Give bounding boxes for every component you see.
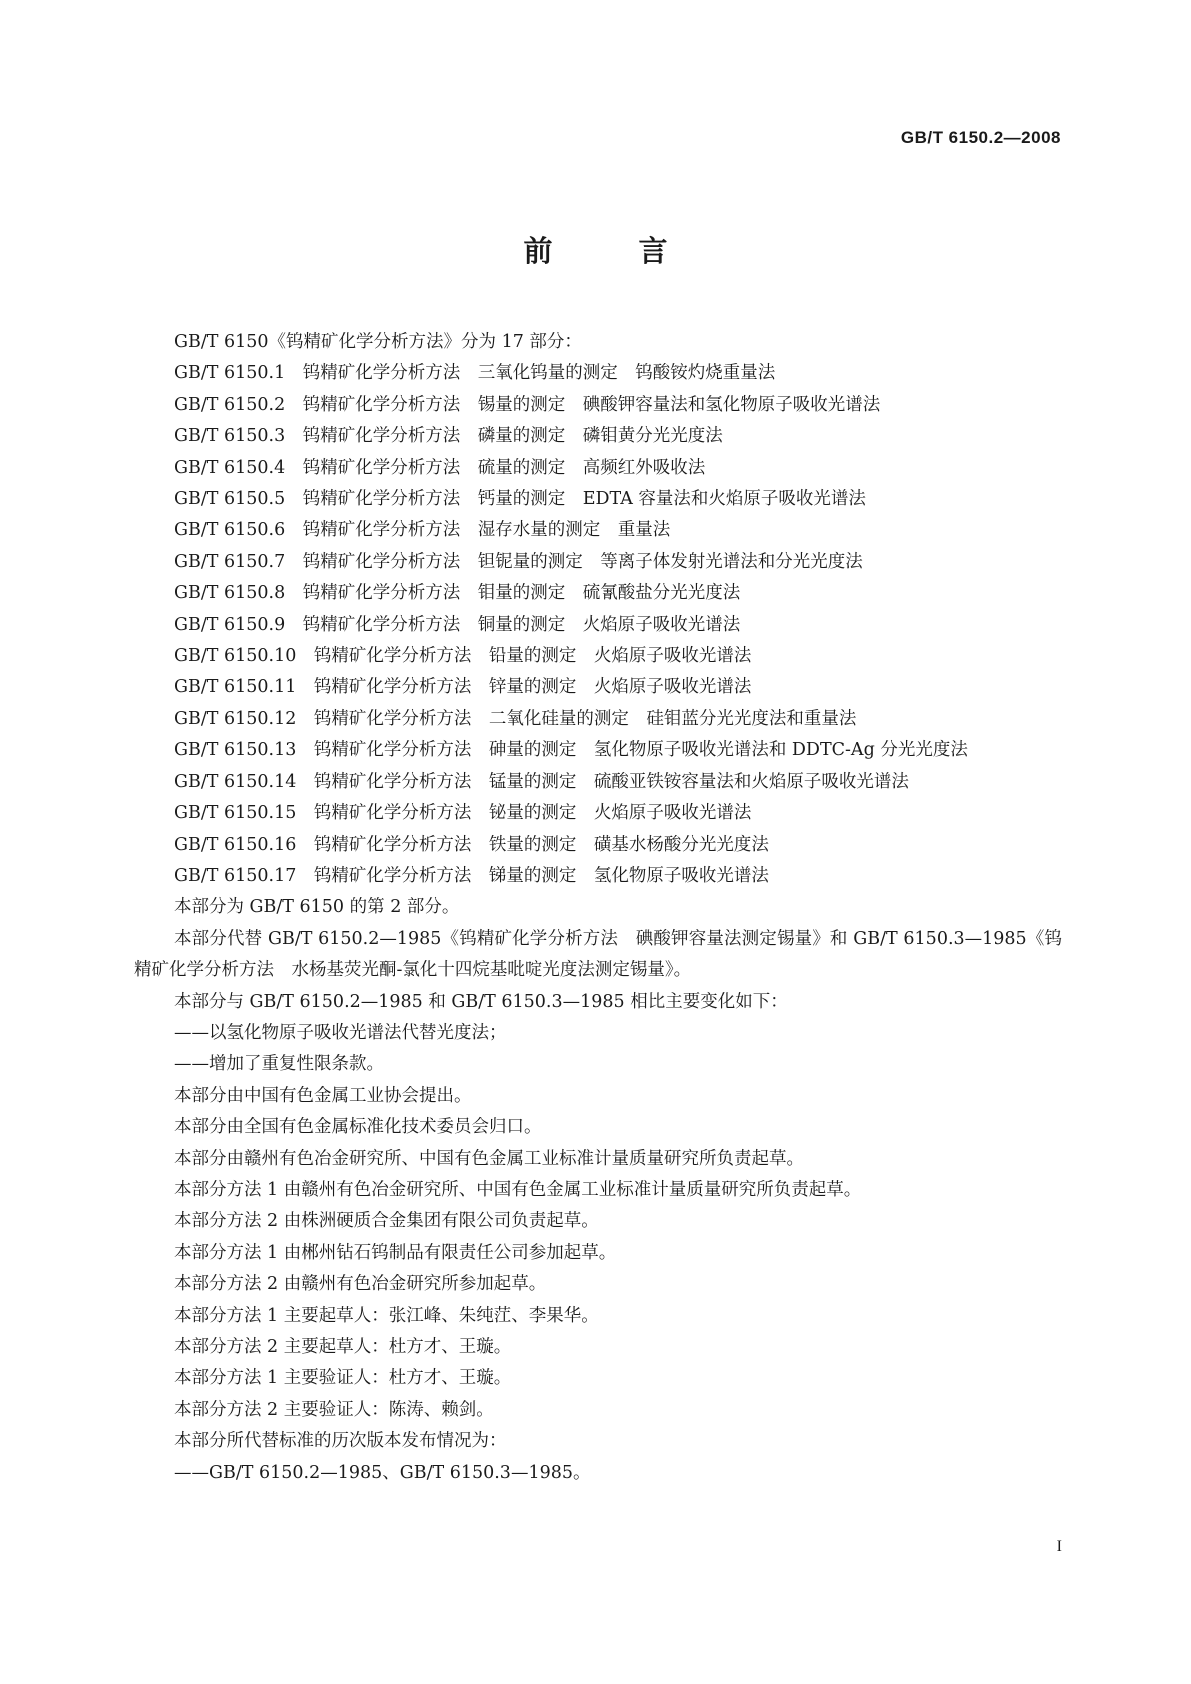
page-number: I — [1056, 1538, 1062, 1555]
paragraph: 本部分由中国有色金属工业协会提出。 — [174, 1085, 472, 1106]
paragraph: 本部分由全国有色金属标准化技术委员会归口。 — [174, 1117, 542, 1138]
paragraph: GB/T 6150.9 钨精矿化学分析方法 铜量的测定 火焰原子吸收光谱法 — [174, 614, 741, 635]
paragraph: GB/T 6150.7 钨精矿化学分析方法 钽铌量的测定 等离子体发射光谱法和分光光度法 — [174, 551, 863, 572]
foreword-body — [134, 327, 1062, 1489]
paragraph: GB/T 6150.11 钨精矿化学分析方法 锌量的测定 火焰原子吸收光谱法 — [174, 677, 752, 698]
paragraph: GB/T 6150.14 钨精矿化学分析方法 锰量的测定 硫酸亚铁铵容量法和火焰原子吸收光谱法 — [174, 771, 909, 792]
paragraph: 本部分为 GB/T 6150 的第 2 部分。 — [174, 897, 460, 918]
paragraph: GB/T 6150.6 钨精矿化学分析方法 湿存水量的测定 重量法 — [174, 520, 671, 541]
paragraph: 本部分所代替标准的历次版本发布情况为： — [174, 1431, 507, 1452]
paragraph: GB/T 6150.2 钨精矿化学分析方法 锡量的测定 碘酸钾容量法和氢化物原子吸收光谱法 — [174, 394, 881, 415]
paragraph: 本部分方法 2 由株洲硬质合金集团有限公司负责起草。 — [174, 1211, 599, 1232]
paragraph: 本部分方法 2 主要验证人：陈涛、赖剑。 — [174, 1399, 494, 1420]
paragraph: GB/T 6150.13 钨精矿化学分析方法 砷量的测定 氢化物原子吸收光谱法和 DDTC-Ag 分光光度法 — [174, 740, 968, 761]
paragraph: GB/T 6150.3 钨精矿化学分析方法 磷量的测定 磷钼黄分光光度法 — [174, 426, 723, 447]
paragraph: GB/T 6150.4 钨精矿化学分析方法 硫量的测定 高频红外吸收法 — [174, 457, 706, 478]
paragraph: 本部分方法 2 由赣州有色冶金研究所参加起草。 — [174, 1274, 547, 1295]
paragraph: GB/T 6150.17 钨精矿化学分析方法 锑量的测定 氢化物原子吸收光谱法 — [174, 865, 769, 886]
paragraph: GB/T 6150.5 钨精矿化学分析方法 钙量的测定 EDTA 容量法和火焰原子吸收光谱法 — [174, 489, 866, 510]
paragraph: 本部分方法 1 主要起草人：张江峰、朱纯茳、李果华。 — [174, 1305, 599, 1326]
paragraph: GB/T 6150《钨精矿化学分析方法》分为 17 部分： — [174, 332, 582, 352]
paragraph: 本部分方法 2 主要起草人：杜方才、王璇。 — [174, 1337, 512, 1357]
paragraph: ——增加了重复性限条款。 — [174, 1054, 384, 1075]
paragraph: GB/T 6150.1 钨精矿化学分析方法 三氧化钨量的测定 钨酸铵灼烧重量法 — [174, 363, 776, 384]
paragraph: 本部分由赣州有色冶金研究所、中国有色金属工业标准计量质量研究所负责起草。 — [174, 1148, 804, 1169]
paragraph: GB/T 6150.8 钨精矿化学分析方法 钼量的测定 硫氰酸盐分光光度法 — [174, 583, 741, 604]
paragraph: ——以氢化物原子吸收光谱法代替光度法； — [174, 1022, 507, 1043]
standard-number: GB/T 6150.2—2008 — [900, 128, 1061, 147]
paragraph: 本部分代替 GB/T 6150.2—1985《钨精矿化学分析方法 碘酸钾容量法测定锡量》和 GB/T 6150.3—1985《钨精矿化学分析方法 水杨基荧光酮-氯化十四烷基吡啶光度法测定锡量》。 — [134, 928, 1062, 981]
paragraph: GB/T 6150.16 钨精矿化学分析方法 铁量的测定 磺基水杨酸分光光度法 — [174, 834, 769, 855]
paragraph: GB/T 6150.10 钨精矿化学分析方法 铅量的测定 火焰原子吸收光谱法 — [174, 646, 752, 667]
paragraph: GB/T 6150.15 钨精矿化学分析方法 铋量的测定 火焰原子吸收光谱法 — [174, 803, 752, 824]
page-title: 前 言 — [523, 234, 706, 268]
paragraph: 本部分方法 1 由赣州有色冶金研究所、中国有色金属工业标准计量质量研究所负责起草。 — [174, 1179, 862, 1200]
paragraph: GB/T 6150.12 钨精矿化学分析方法 二氧化硅量的测定 硅钼蓝分光光度法和重量法 — [174, 708, 857, 729]
paragraph: 本部分方法 1 主要验证人：杜方才、王璇。 — [174, 1368, 512, 1389]
paragraph: 本部分方法 1 由郴州钻石钨制品有限责任公司参加起草。 — [174, 1242, 617, 1263]
paragraph: ——GB/T 6150.2—1985、GB/T 6150.3—1985。 — [174, 1462, 591, 1483]
paragraph: 本部分与 GB/T 6150.2—1985 和 GB/T 6150.3—1985 相比主要变化如下： — [174, 991, 788, 1012]
